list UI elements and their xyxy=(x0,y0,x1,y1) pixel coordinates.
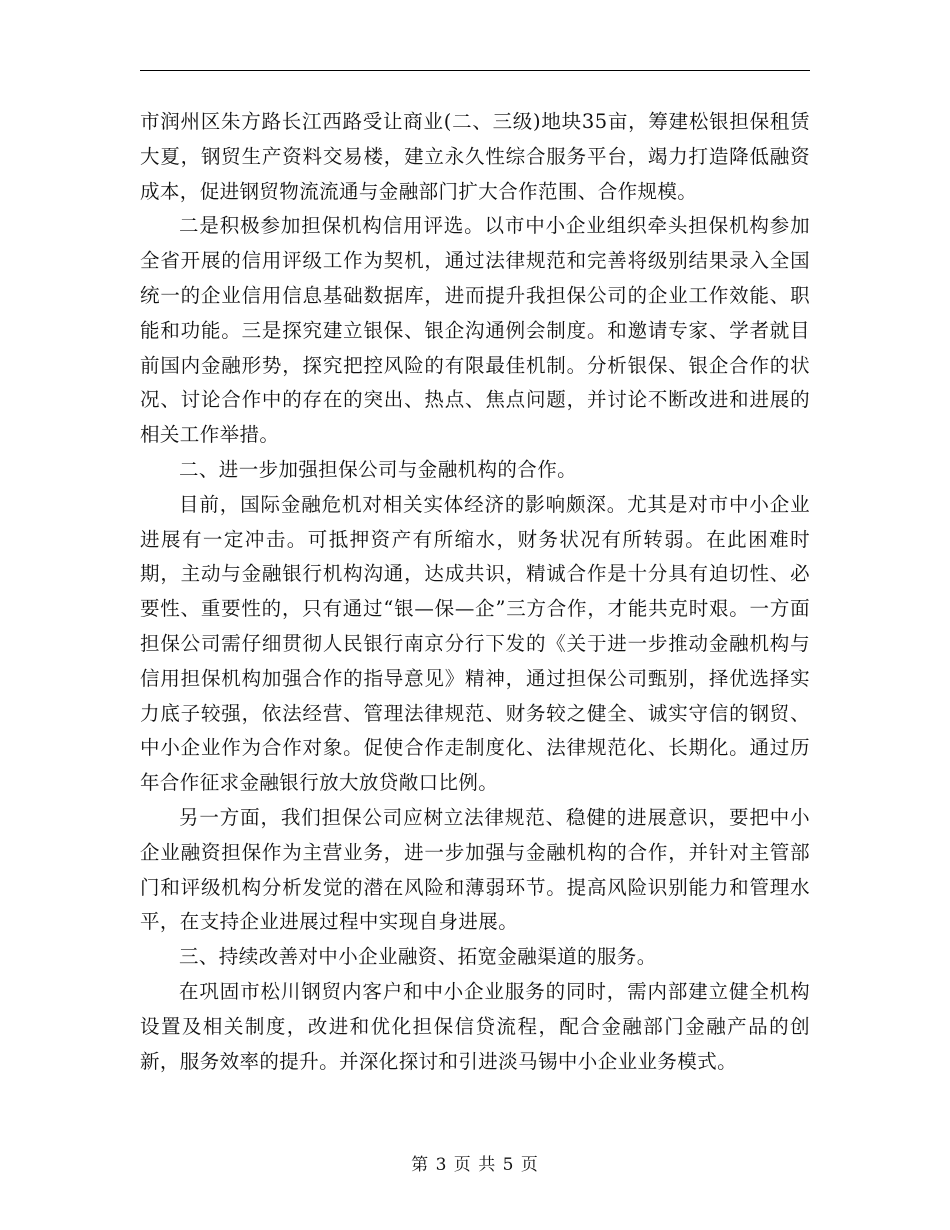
document-body xyxy=(140,105,810,1079)
paragraph-2: 二是积极参加担保机构信用评选。以市中小企业组织牵头担保机构参加全省开展的信用评级工作为契机，通过法律规范和完善将级别结果录入全国统一的企业信用信息基础数据库，进而提升我担保公司的企业工作效能、职能和功能。三是探究建立银保、银企沟通例会制度。和邀请专家、学者就目前国内金融形势，探究把控风险的有限最佳机制。分析银保、银企合作的状况、讨论合作中的存在的突出、热点、焦点问题，并讨论不断改进和进展的相关工作举措。 xyxy=(140,214,810,447)
section-heading-3: 三、持续改善对中小企业融资、拓宽金融渠道的服务。 xyxy=(179,945,657,969)
header-rule xyxy=(140,70,810,71)
page-footer: 第 3 页 共 5 页 xyxy=(411,1155,539,1175)
paragraph-3: 目前，国际金融危机对相关实体经济的影响颇深。尤其是对市中小企业进展有一定冲击。可抵押资产有所缩水，财务状况有所转弱。在此困难时期，主动与金融银行机构沟通，达成共识，精诚合作是十分具有迫切性、必要性、重要性的，只有通过“银—保—企”三方合作，才能共克时艰。一方面担保公司需仔细贯彻人民银行南京分行下发的《关于进一步推动金融机构与信用担保机构加强合作的指导意见》精神，通过担保公司甄别，择优选择实力底子较强，依法经营、管理法律规范、财务较之健全、诚实守信的钢贸、中小企业作为合作对象。促使合作走制度化、法律规范化、长期化。通过历年合作征求金融银行放大放贷敞口比例。 xyxy=(140,492,810,795)
section-heading-2: 二、进一步加强担保公司与金融机构的合作。 xyxy=(179,457,578,481)
paragraph-4: 另一方面，我们担保公司应树立法律规范、稳健的进展意识，要把中小企业融资担保作为主营业务，进一步加强与金融机构的合作，并针对主管部门和评级机构分析发觉的潜在风险和薄弱环节。提高风险识别能力和管理水平，在支持企业进展过程中实现自身进展。 xyxy=(140,805,810,934)
paragraph-1: 市润州区朱方路长江西路受让商业(二、三级)地块35亩，筹建松银担保租赁大夏，钢贸生产资料交易楼，建立永久性综合服务平台，竭力打造降低融资成本，促进钢贸物流流通与金融部门扩大合作范围、合作规模。 xyxy=(140,110,810,203)
paragraph-5: 在巩固市松川钢贸内客户和中小企业服务的同时，需内部建立健全机构设置及相关制度，改进和优化担保信贷流程，配合金融部门金融产品的创新，服务效率的提升。并深化探讨和引进淡马锡中小企业业务模式。 xyxy=(140,979,810,1073)
